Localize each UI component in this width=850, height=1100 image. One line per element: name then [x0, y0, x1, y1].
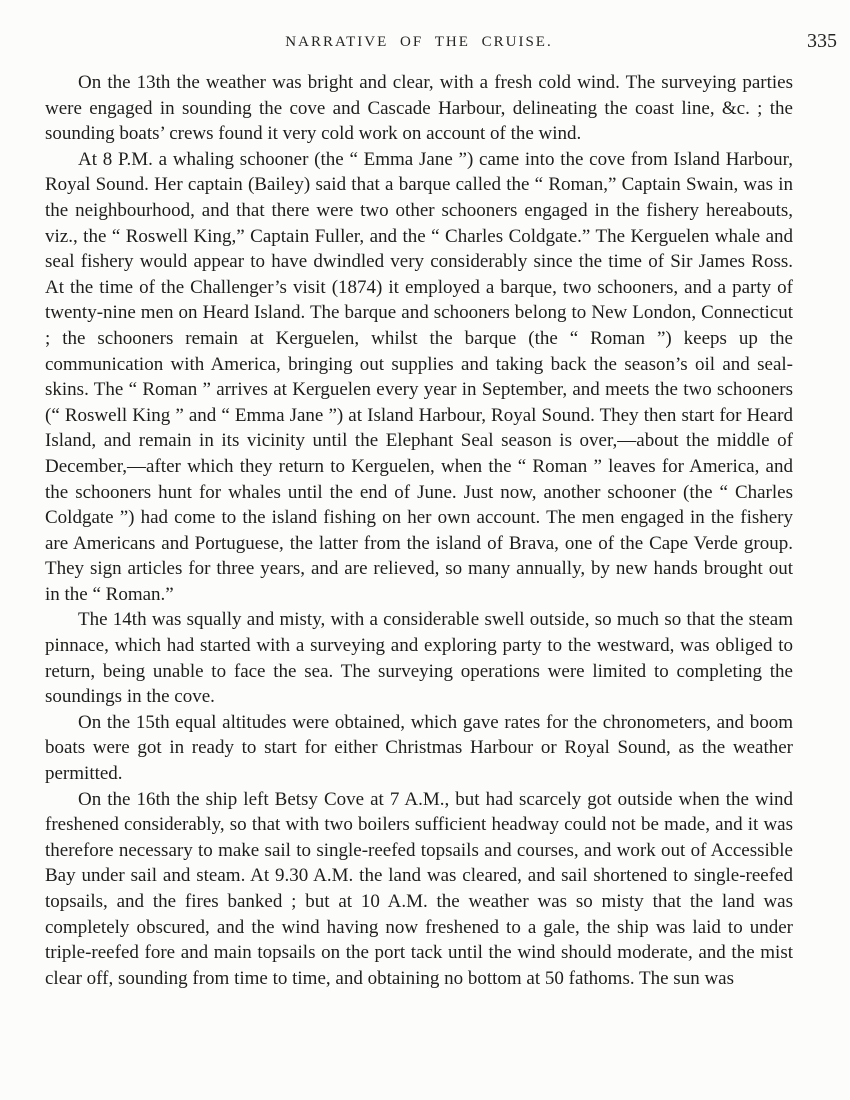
running-header [45, 34, 793, 51]
running-header-title: NARRATIVE OF THE CRUISE. [285, 34, 553, 50]
paragraph-15th-altitudes: On the 15th equal altitudes were obtained, which gave rates for the chronometers, and boom boats were got in ready to start for either Christmas Harbour or Royal Sound, as the weather permitted. [45, 711, 793, 785]
paragraph-whaling-schooner: At 8 P.M. a whaling schooner (the “ Emma Jane ”) came into the cove from Island Harbour, Royal Sound. Her captain (Bailey) said that a barque called the “ Roman,” Captain Swain, was in the neighbourhood, and that there were two other schooners engaged in the fishery hereabouts, viz., the “ Roswell King,” Captain Fuller, and the “ Charles Coldgate.” The Kerguelen whale and seal fishery would appear to have dwindled very considerably since the time of Sir James Ross. At the time of the Challenger’s visit (1874) it employed a barque, two schooners, and a party of twenty-nine men on Heard Island. The barque and schooners belong to New London, Connecticut ; the schooners remain at Kerguelen, whilst the barque (the “ Roman ”) keeps up the communication with America, bringing out supplies and taking back the season’s oil and seal-skins. The “ Roman ” arrives at Kerguelen every year in September, and meets the two schooners (“ Roswell King ” and “ Emma Jane ”) at Island Harbour, Royal Sound. They then start for Heard Island, and remain in its vicinity until the Elephant Seal season is over,—about the middle of December,—after which they return to Kerguelen, when the “ Roman ” leaves for America, and the schooners hunt for whales until the end of June. Just now, another schooner (the “ Charles Coldgate ”) had come to the island fishing on her own account. The men engaged in the fishery are Americans and Portuguese, the latter from the island of Brava, one of the Cape Verde group. They sign articles for three years, and are relieved, so many annually, by new hands brought out in the “ Roman.” [45, 148, 793, 605]
paragraph-weather-13th: On the 13th the weather was bright and clear, with a fresh cold wind. The surveying parties were engaged in sounding the cove and Cascade Harbour, delineating the coast line, &c. ; the sounding boats’ crews found it very cold work on account of the wind. [45, 72, 793, 145]
page-number: 335 [807, 30, 837, 52]
paragraph-16th-departure: On the 16th the ship left Betsy Cove at 7 A.M., but had scarcely got outside when the wind freshened considerably, so that with two boilers sufficient headway could not be made, and it was therefore necessary to make sail to single-reefed topsails and courses, and work out of Accessible Bay under sail and steam. At 9.30 A.M. the land was cleared, and sail shortened to single-reefed topsails, and the fires banked ; but at 10 A.M. the weather was so misty that the land was completely obscured, and the wind having now freshened to a gale, the ship was laid to under triple-reefed fore and main topsails on the port tack until the wind should moderate, and the mist clear off, sounding from time to time, and obtaining no bottom at 50 fathoms. The sun was [45, 788, 793, 989]
paragraph-14th-squally: The 14th was squally and misty, with a considerable swell outside, so much so that the steam pinnace, which had started with a surveying and exploring party to the westward, was obliged to return, being unable to face the sea. The surveying operations were limited to completing the soundings in the cove. [45, 609, 793, 708]
page-text [45, 70, 793, 991]
